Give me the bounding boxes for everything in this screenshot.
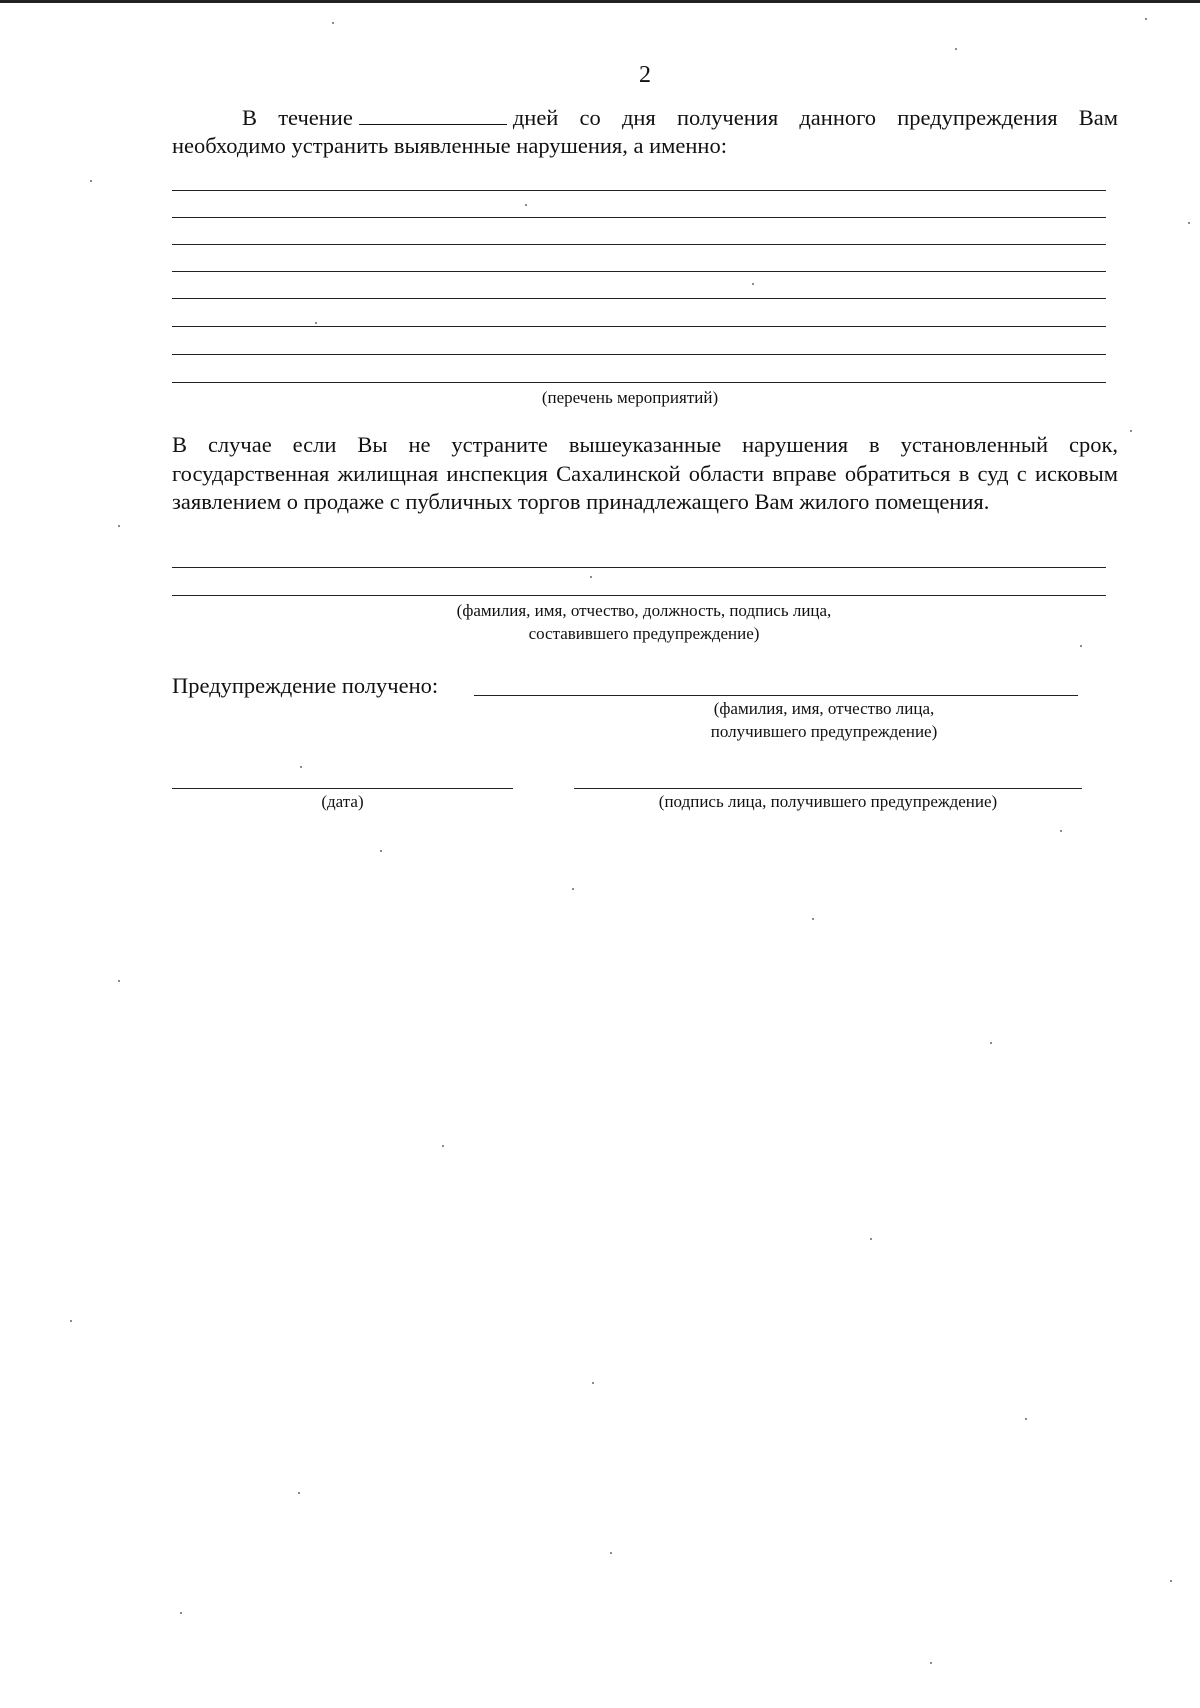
top-border xyxy=(0,0,1200,3)
warning-paragraph: В случае если Вы не устраните вышеуказанные нарушения в установленный срок, государственная жилищная инспекция Сахалинской области вправе обратиться в суд с исковым заявлением о продаже с публичных торгов принадлежащего Вам жилого помещения. xyxy=(172,432,1118,514)
scan-speck xyxy=(380,850,382,852)
receiver-name-line[interactable] xyxy=(474,695,1078,696)
date-caption: (дата) xyxy=(321,792,364,811)
scan-speck xyxy=(812,918,814,920)
scan-speck xyxy=(1060,830,1062,832)
scan-speck xyxy=(332,22,334,24)
scan-speck xyxy=(572,888,574,890)
scan-speck xyxy=(990,1042,992,1044)
measures-line-7[interactable] xyxy=(172,354,1106,355)
scan-speck xyxy=(118,980,120,982)
signature-line[interactable] xyxy=(574,788,1082,789)
scan-speck xyxy=(930,1662,932,1664)
scan-speck xyxy=(610,1552,612,1554)
scan-speck xyxy=(1080,645,1082,647)
measures-line-6[interactable] xyxy=(172,326,1106,327)
scan-speck xyxy=(300,766,302,768)
measures-line-1[interactable] xyxy=(172,190,1106,191)
receiver-caption-line-2: получившего предупреждение) xyxy=(710,722,938,741)
deadline-text-before: В течение xyxy=(242,105,353,130)
scan-speck xyxy=(592,1382,594,1384)
compiler-line-1[interactable] xyxy=(172,567,1106,568)
scan-speck xyxy=(118,525,120,527)
compiler-caption-line-2: составившего предупреждение) xyxy=(528,624,760,643)
scan-speck xyxy=(1145,18,1147,20)
scan-speck xyxy=(525,204,527,206)
scan-speck xyxy=(442,1145,444,1147)
measures-line-4[interactable] xyxy=(172,271,1106,272)
measures-line-3[interactable] xyxy=(172,244,1106,245)
scan-speck xyxy=(90,180,92,182)
scan-speck xyxy=(1025,1418,1027,1420)
measures-line-5[interactable] xyxy=(172,298,1106,299)
date-line[interactable] xyxy=(172,788,513,789)
scan-speck xyxy=(180,1612,182,1614)
deadline-paragraph xyxy=(172,104,1118,160)
days-blank-field[interactable] xyxy=(359,104,507,125)
compiler-line-2[interactable] xyxy=(172,595,1106,596)
scan-speck xyxy=(1170,1580,1172,1582)
signature-caption: (подпись лица, получившего предупреждение) xyxy=(658,792,998,811)
scan-speck xyxy=(1188,222,1190,224)
scan-speck xyxy=(315,322,317,324)
page-number: 2 xyxy=(639,62,651,88)
scan-speck xyxy=(870,1238,872,1240)
scan-speck xyxy=(1130,430,1132,432)
received-label: Предупреждение получено: xyxy=(172,673,439,698)
scan-speck xyxy=(70,1320,72,1322)
scan-speck xyxy=(590,576,592,578)
compiler-caption-line-1: (фамилия, имя, отчество, должность, подпись лица, xyxy=(456,601,832,620)
deadline-text-after: дней со дня получения данного предупреждения Вам необходимо устранить выявленные нарушения, а именно: xyxy=(172,105,1118,158)
measures-line-2[interactable] xyxy=(172,217,1106,218)
scan-speck xyxy=(752,283,754,285)
scan-speck xyxy=(298,1492,300,1494)
measures-caption: (перечень мероприятий) xyxy=(541,388,719,407)
scan-speck xyxy=(955,48,957,50)
measures-line-8[interactable] xyxy=(172,382,1106,383)
receiver-caption-line-1: (фамилия, имя, отчество лица, xyxy=(713,699,935,718)
